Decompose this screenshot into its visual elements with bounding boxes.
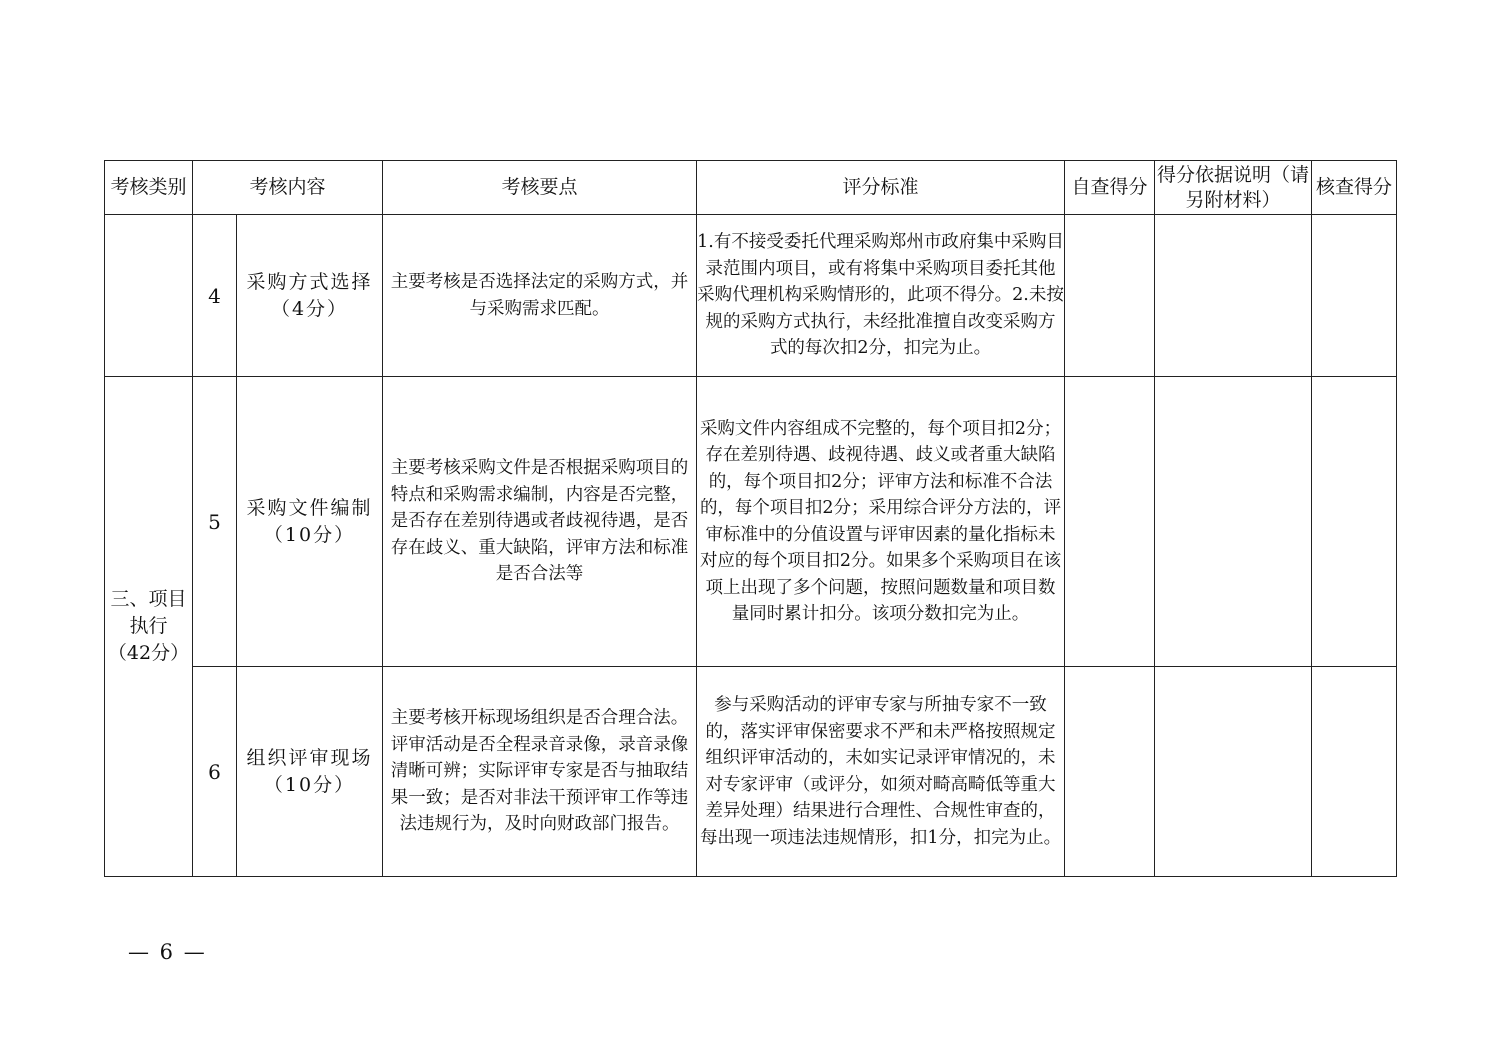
category-score: （42分） [107,642,190,664]
row-number: 4 [193,215,237,377]
assessment-item [237,215,383,377]
item-name: 组织评审现场 [246,746,373,769]
item-name: 采购方式选择 [246,270,373,293]
header-keypoints: 考核要点 [383,161,697,215]
item-score: （10分） [263,523,356,546]
assessment-item [237,667,383,877]
category-cell [105,377,193,877]
category-cell-empty [105,215,193,377]
item-score: （4分） [270,297,349,320]
item-score: （10分） [263,773,356,796]
criteria-cell: 参与采购活动的评审专家与所抽专家不一致的，落实评审保密要求不严和未严格按照规定组织评审活动的，未如实记录评审情况的，未对专家评审（或评分，如须对畸高畸低等重大差异处理）结果进行合理性、合规性审查的，每出现一项违法违规情形，扣1分，扣完为止。 [697,667,1065,877]
criteria-cell: 1.有不接受委托代理采购郑州市政府集中采购目录范围内项目，或有将集中采购项目委托其他采购代理机构采购情形的，此项不得分。2.未按规的采购方式执行，未经批准擅自改变采购方式的每次扣2分，扣完为止。 [697,215,1065,377]
header-check-score: 核查得分 [1312,161,1397,215]
header-self-score: 自查得分 [1065,161,1155,215]
check-score-cell [1312,667,1397,877]
row-number: 6 [193,667,237,877]
page-number: — 6 — [128,940,207,964]
header-category: 考核类别 [105,161,193,215]
category-name: 三、项目执行 [110,588,187,637]
basis-cell [1155,377,1312,667]
table-row [105,215,1397,377]
header-basis: 得分依据说明（请另附材料） [1155,161,1312,215]
row-number: 5 [193,377,237,667]
self-score-cell [1065,215,1155,377]
basis-cell [1155,667,1312,877]
keypoints-cell: 主要考核采购文件是否根据采购项目的特点和采购需求编制，内容是否完整，是否存在差别待遇或者歧视待遇，是否存在歧义、重大缺陷，评审方法和标准是否合法等 [383,377,697,667]
keypoints-cell: 主要考核是否选择法定的采购方式，并与采购需求匹配。 [383,215,697,377]
basis-cell [1155,215,1312,377]
check-score-cell [1312,215,1397,377]
criteria-cell: 采购文件内容组成不完整的，每个项目扣2分；存在差别待遇、歧视待遇、歧义或者重大缺陷的，每个项目扣2分；评审方法和标准不合法的，每个项目扣2分；采用综合评分方法的，评审标准中的分值设置与评审因素的量化指标未对应的每个项目扣2分。如果多个采购项目在该项上出现了多个问题，按照问题数量和项目数量同时累计扣分。该项分数扣完为止。 [697,377,1065,667]
header-content: 考核内容 [193,161,383,215]
header-criteria: 评分标准 [697,161,1065,215]
self-score-cell [1065,377,1155,667]
self-score-cell [1065,667,1155,877]
table-row [105,667,1397,877]
table-row [105,377,1397,667]
assessment-table [104,160,1397,877]
keypoints-cell: 主要考核开标现场组织是否合理合法。评审活动是否全程录音录像，录音录像清晰可辨；实际评审专家是否与抽取结果一致；是否对非法干预评审工作等违法违规行为，及时向财政部门报告。 [383,667,697,877]
item-name: 采购文件编制 [246,496,373,519]
header-row [105,161,1397,215]
assessment-item [237,377,383,667]
check-score-cell [1312,377,1397,667]
